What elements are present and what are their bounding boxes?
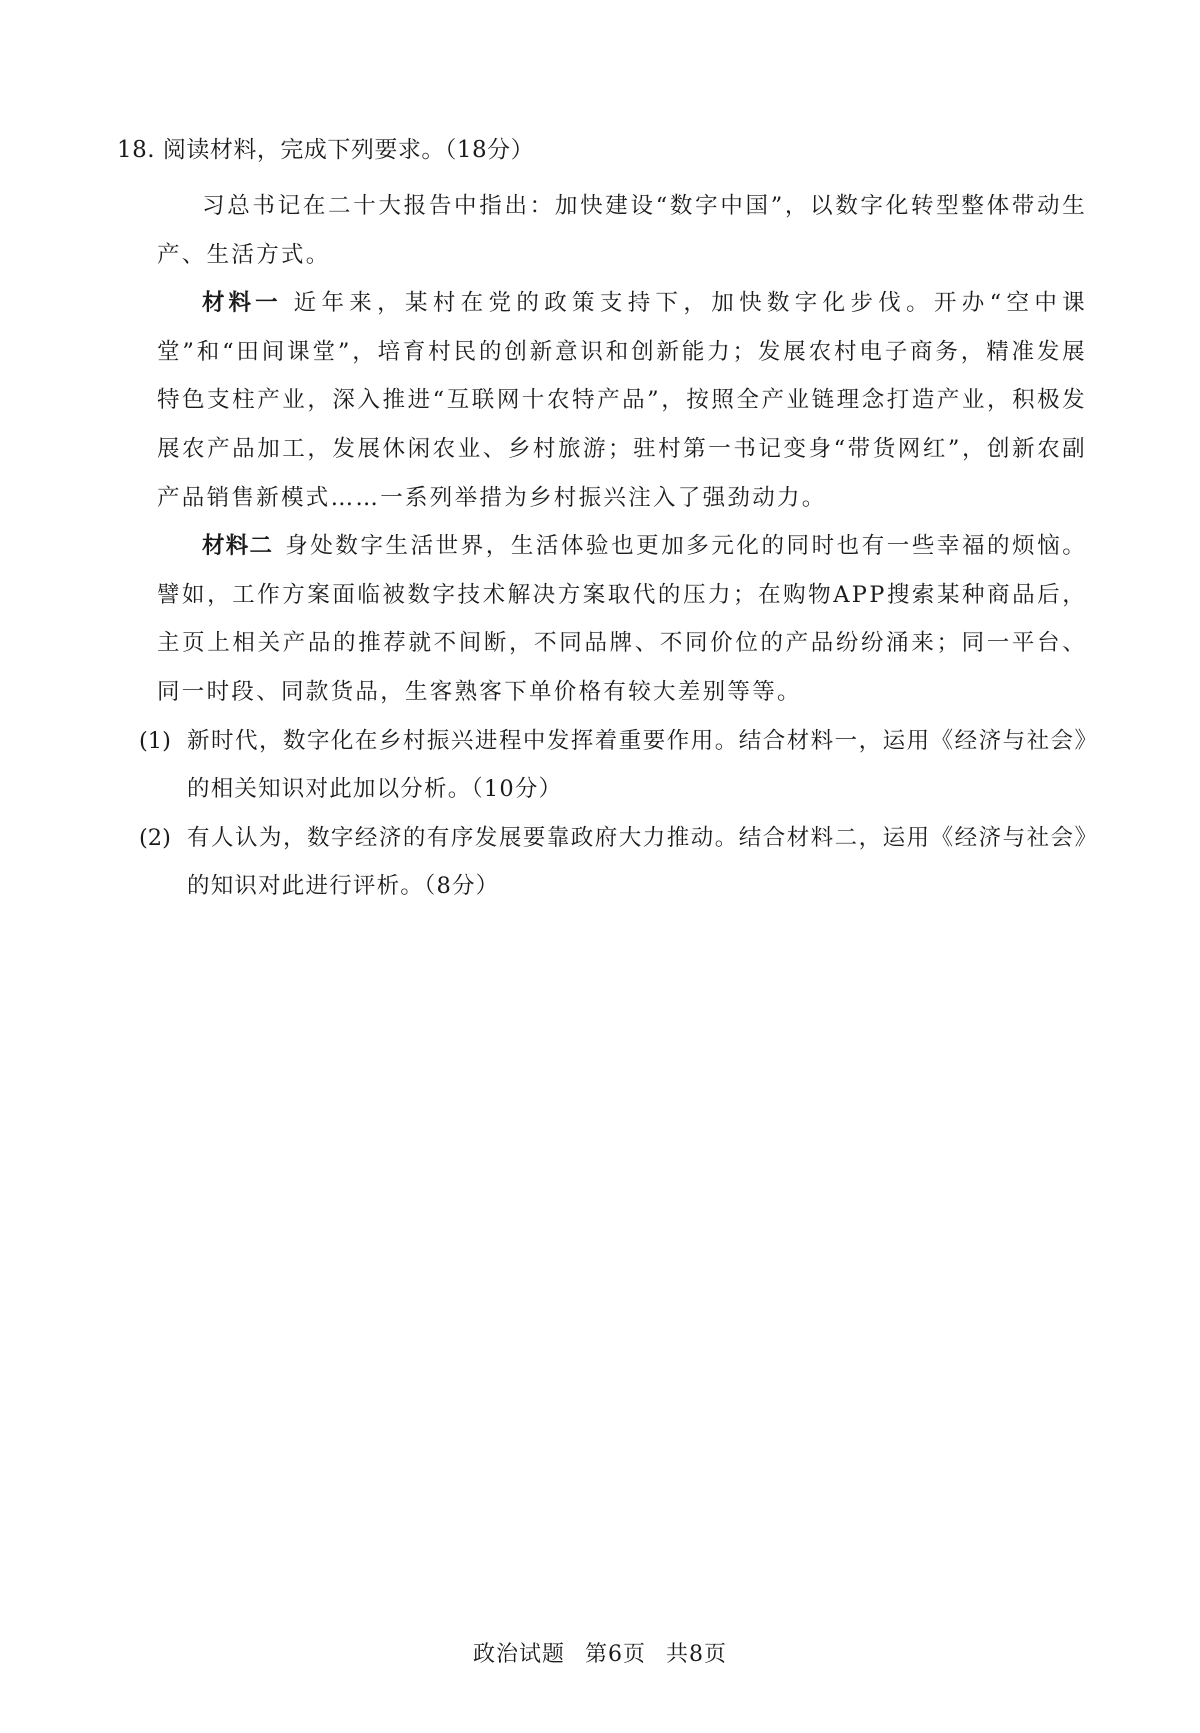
material-one-paragraph — [157, 279, 1087, 522]
sub-question-2 — [139, 814, 1087, 911]
question-content — [139, 182, 1087, 911]
material-two-paragraph — [157, 522, 1087, 716]
material-one-text: 近年来，某村在党的政策支持下，加快数字化步伐。开办“空中课堂”和“田间课堂”，培育村民的创新意识和创新能力；发展农村电子商务，精准发展特色支柱产业，深入推进“互联网十农特产品”，按照全产业链理念打造产业，积极发展农产品加工，发展休闲农业、乡村旅游；驻村第一书记变身“带货网红”，创新农副产品销售新模式……一系列举措为乡村振兴注入了强劲动力。 — [157, 290, 1087, 511]
sub-question-2-text: 有人认为，数字经济的有序发展要靠政府大力推动。结合材料二，运用《经济与社会》的知识对此进行评析。（8分） — [187, 824, 1087, 900]
material-two-text: 身处数字生活世界，生活体验也更加多元化的同时也有一些幸福的烦恼。譬如，工作方案面临被数字技术解决方案取代的压力；在购物APP搜索某种商品后，主页上相关产品的推荐就不间断，不同品牌、不同价位的产品纷纷涌来；同一平台、同一时段、同款货品，生客熟客下单价格有较大差别等等。 — [157, 533, 1087, 705]
sub-question-1 — [139, 717, 1087, 814]
sub-question-1-number: (1) — [139, 727, 171, 754]
question-title: 18. 阅读材料，完成下列要求。（18分） — [117, 137, 535, 163]
footer-page-number: 第6页 — [585, 1642, 646, 1667]
page-footer — [0, 1640, 1200, 1670]
sub-question-1-text: 新时代，数字化在乡村振兴进程中发挥着重要作用。结合材料一，运用《经济与社会》的相关知识对此加以分析。（10分） — [187, 727, 1087, 803]
material-one-label: 材料一 — [202, 290, 282, 317]
intro-paragraph: 习总书记在二十大报告中指出：加快建设“数字中国”，以数字化转型整体带动生产、生活方式。 — [157, 193, 1087, 268]
sub-question-2-number: (2) — [139, 824, 171, 851]
footer-total-pages: 共8页 — [666, 1642, 727, 1667]
footer-subject: 政治试题 — [472, 1642, 565, 1667]
material-two-label: 材料二 — [202, 533, 274, 560]
